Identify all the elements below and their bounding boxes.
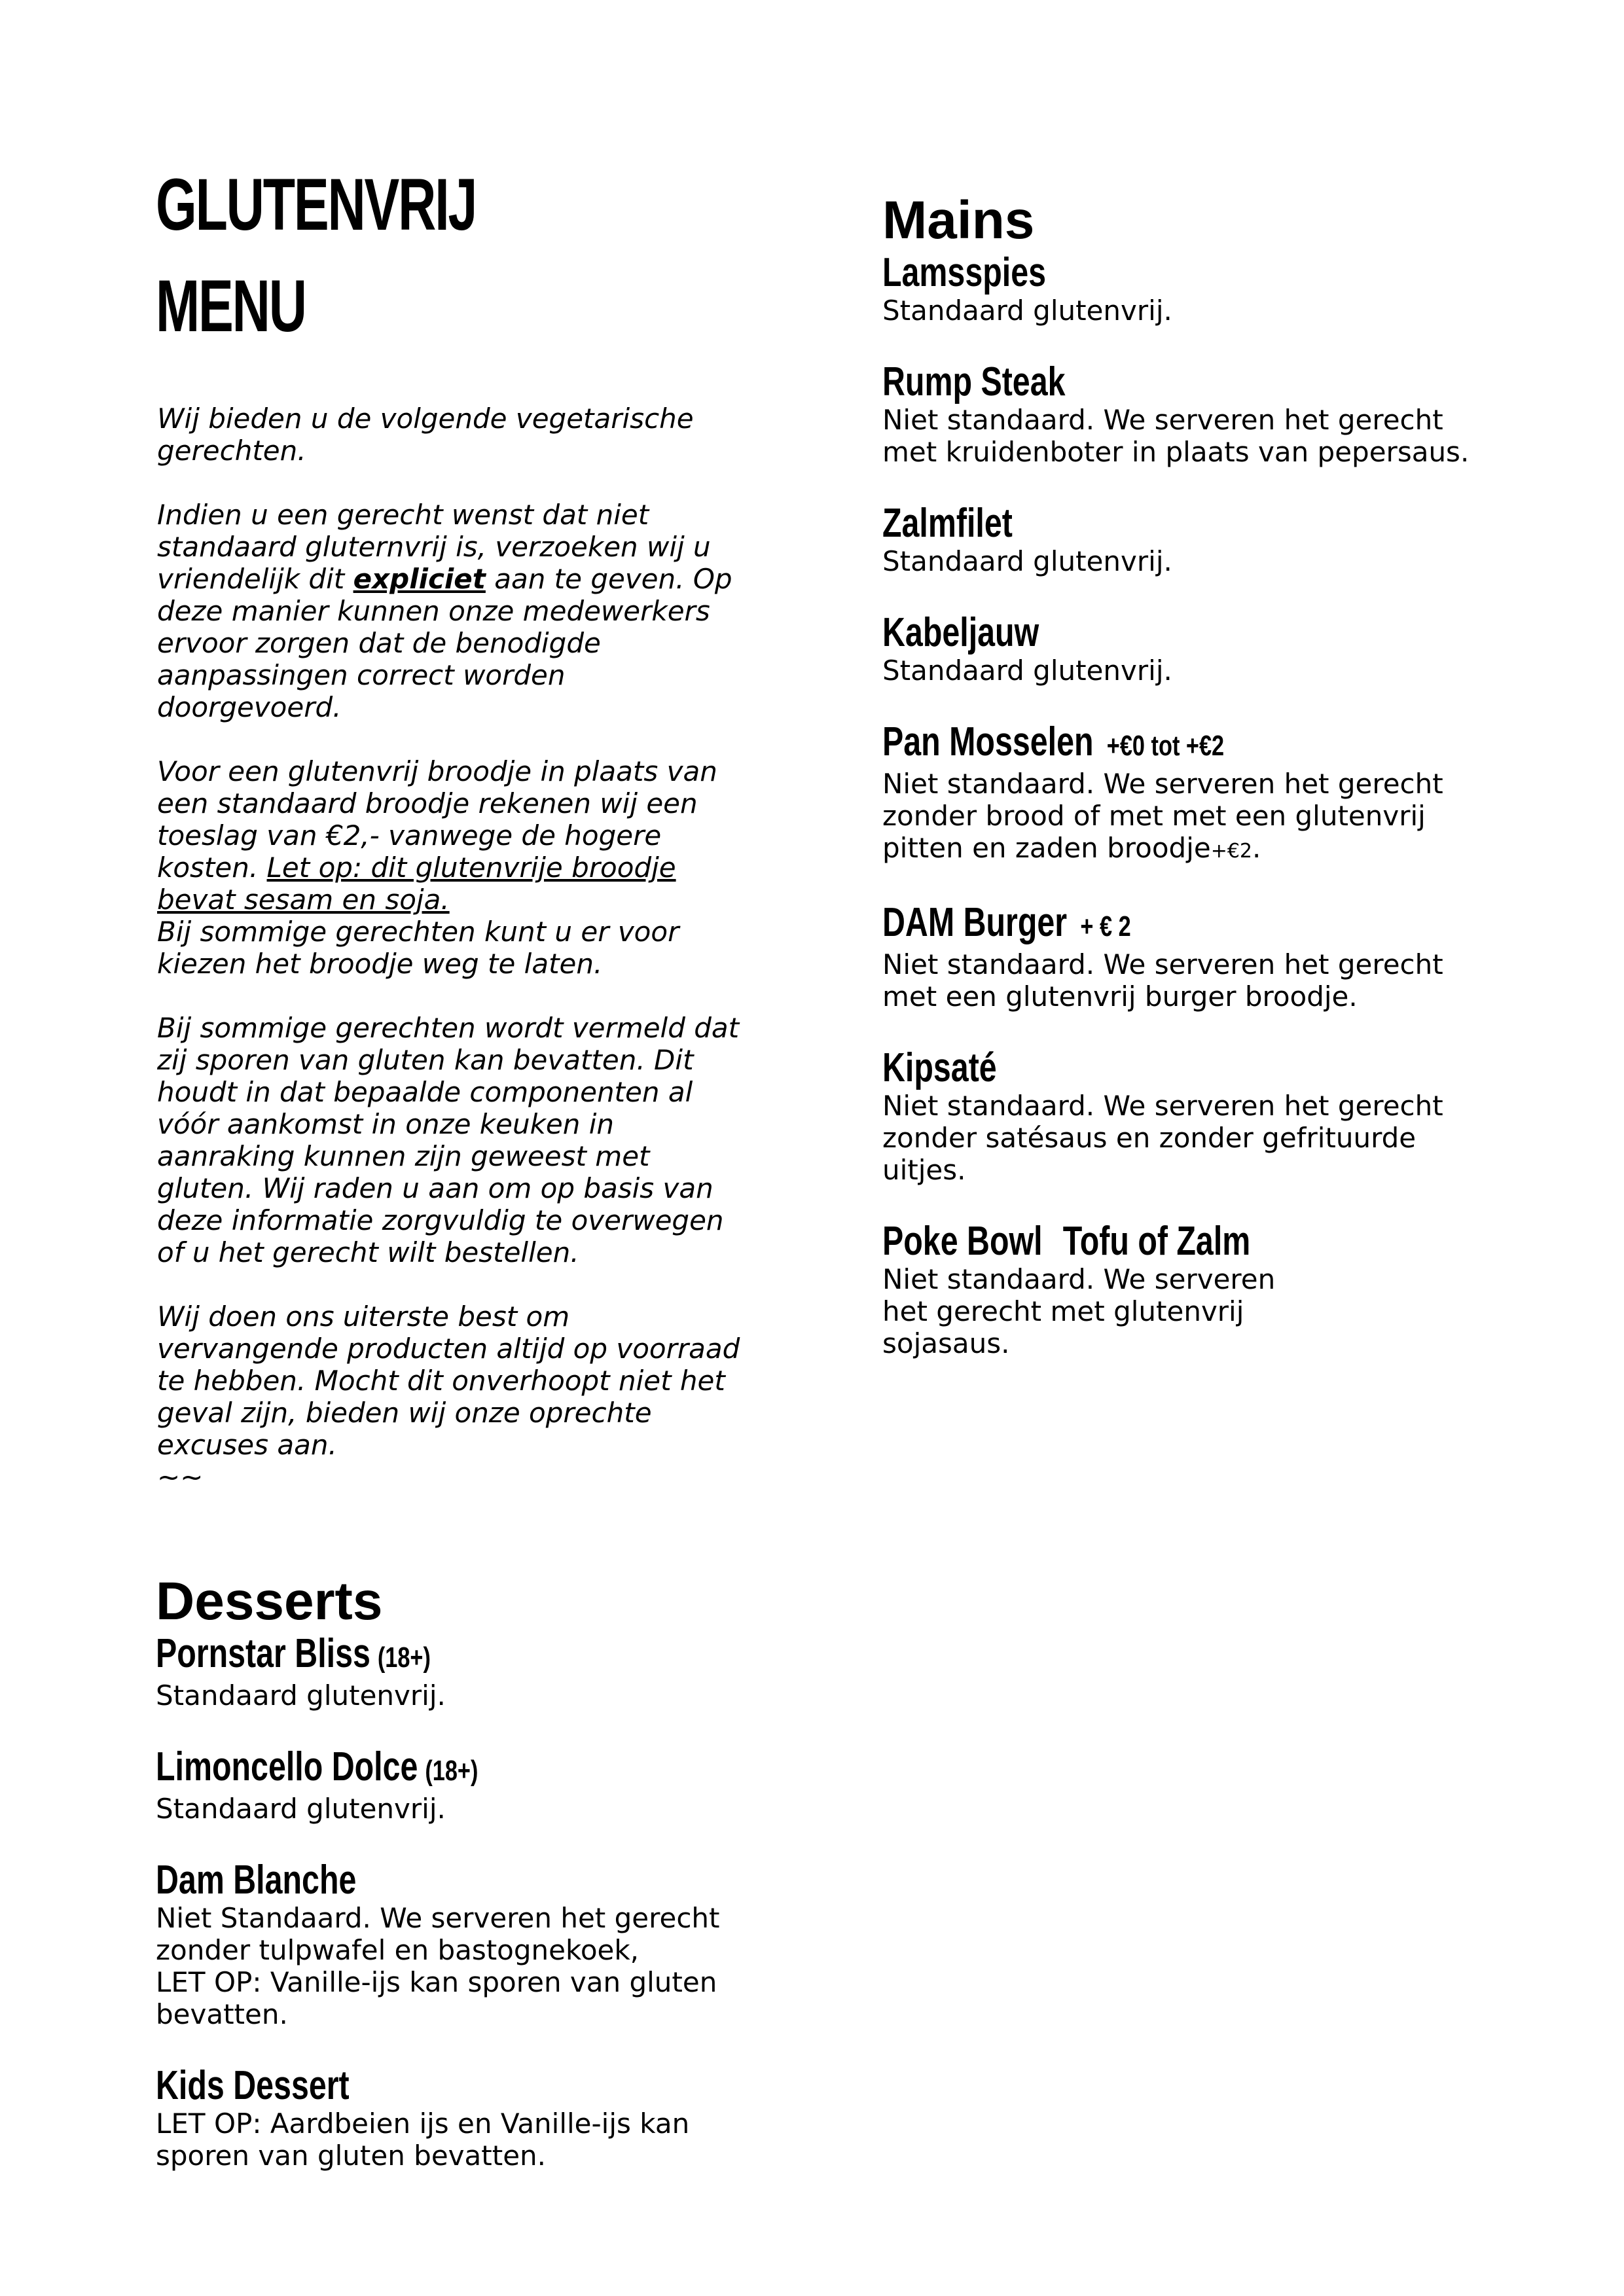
item-name: Zalmfilet bbox=[882, 501, 1013, 546]
item-description: Niet standaard. We serveren het gerecht met een glutenvrij burger broodje. bbox=[882, 948, 1443, 1013]
item-description: Standaard glutenvrij. bbox=[882, 655, 1172, 687]
item-age-label: (18+) bbox=[425, 1755, 478, 1787]
menu-item bbox=[882, 251, 1471, 327]
mains-section bbox=[882, 190, 1471, 1393]
item-name-row bbox=[156, 1632, 753, 1679]
item-option: Tofu of Zalm bbox=[1062, 1219, 1251, 1264]
menu-item bbox=[156, 2064, 745, 2172]
item-name: Pornstar Bliss bbox=[156, 1631, 370, 1676]
menu-item bbox=[156, 1746, 745, 1825]
desserts-section bbox=[156, 1571, 745, 2206]
item-name: Limoncello Dolce bbox=[156, 1744, 418, 1789]
intro-paragraph-4: Bij sommige gerechten kunt u er voor kiezen het broodje weg te laten. bbox=[157, 916, 679, 980]
item-description-end: . bbox=[1252, 832, 1261, 864]
item-name: Kids Dessert bbox=[156, 2063, 350, 2108]
item-description: Standaard glutenvrij. bbox=[156, 1793, 446, 1825]
intro-p2-emphasis: expliciet bbox=[353, 563, 486, 595]
menu-item bbox=[882, 1220, 1471, 1359]
intro-tilde: ~~ bbox=[157, 1461, 204, 1493]
mains-heading: Mains bbox=[882, 190, 1035, 250]
intro-p2-after: aan te geven. Op deze manier kunnen onze medewerkers ervoor zorgen dat de benodigde aanpassingen correct worden doorgevoerd. bbox=[157, 563, 732, 723]
menu-item bbox=[156, 1632, 745, 1712]
item-name: Dam Blanche bbox=[156, 1857, 357, 1903]
intro-p3-before: Voor een glutenvrij broodje in plaats van een standaard broodje rekenen wij een toeslag van €2,- vanwege de hogere kosten. bbox=[157, 755, 717, 884]
title-line-2: MENU bbox=[156, 265, 306, 347]
menu-item bbox=[882, 611, 1471, 687]
item-name-row bbox=[156, 1746, 753, 1793]
item-description-price: +€2 bbox=[1210, 840, 1253, 863]
item-description: Niet Standaard. We serveren het gerecht zonder tulpwafel en bastognekoek, bbox=[156, 1902, 720, 1966]
intro-paragraph-5: Bij sommige gerechten wordt vermeld dat zij sporen van gluten kan bevatten. Dit houdt in dat bepaalde componenten al vóór aankomst in onze keuken in aanraking kunnen zijn geweest met gluten. Wij raden u aan om op basis van deze informatie zorgvuldig te overwegen of u het gerecht wilt bestellen. bbox=[157, 1012, 740, 1268]
item-name: Kipsaté bbox=[882, 1045, 997, 1090]
intro-paragraph-2 bbox=[157, 499, 746, 723]
item-age-label: (18+) bbox=[377, 1641, 431, 1674]
item-description: Niet standaard. We serveren het gerecht zonder satésaus en zonder gefrituurde uitjes. bbox=[882, 1090, 1443, 1186]
page-title bbox=[156, 154, 476, 357]
item-name: Rump Steak bbox=[882, 359, 1066, 404]
menu-item bbox=[156, 1859, 745, 2030]
item-warning: LET OP: Vanille-ijs kan sporen van gluten bevatten. bbox=[156, 1966, 717, 2030]
desserts-heading: Desserts bbox=[156, 1571, 383, 1631]
intro-paragraph-1: Wij bieden u de volgende vegetarische gerechten. bbox=[157, 403, 694, 467]
item-name: Lamsspies bbox=[882, 250, 1047, 295]
item-description bbox=[882, 768, 1471, 867]
menu-item bbox=[882, 502, 1471, 577]
intro-text bbox=[157, 403, 746, 1525]
item-name: Kabeljauw bbox=[882, 610, 1039, 655]
menu-item bbox=[882, 901, 1471, 1013]
item-description: Standaard glutenvrij. bbox=[882, 545, 1172, 577]
menu-item bbox=[882, 721, 1471, 867]
item-name: Pan Mosselen bbox=[882, 719, 1094, 764]
intro-p2-before: Indien u een gerecht wenst dat niet standaard gluternvrij is, verzoeken wij u vriendelijk dit bbox=[157, 499, 711, 595]
item-name-row bbox=[882, 721, 1480, 768]
menu-item bbox=[882, 1047, 1471, 1186]
item-description: Standaard glutenvrij. bbox=[882, 295, 1172, 327]
menu-item bbox=[882, 361, 1471, 468]
intro-p3-underline: Let op: dit glutenvrije broodje bevat sesam en soja. bbox=[157, 852, 676, 916]
title-line-1: GLUTENVRIJ bbox=[156, 164, 477, 245]
intro-paragraph-3 bbox=[157, 755, 746, 916]
item-description: LET OP: Aardbeien ijs en Vanille-ijs kan sporen van gluten bevatten. bbox=[156, 2108, 690, 2172]
item-description: Niet standaard. We serveren het gerecht met kruidenboter in plaats van pepersaus. bbox=[882, 404, 1470, 468]
item-price-extra: + € 2 bbox=[1080, 910, 1131, 942]
item-price-extra: +€0 tot +€2 bbox=[1106, 730, 1225, 762]
intro-paragraph-6: Wij doen ons uiterste best om vervangende producten altijd op voorraad te hebben. Mocht dit onverhoopt niet het geval zijn, bieden wij onze oprechte excuses aan. bbox=[157, 1300, 740, 1461]
item-name-row bbox=[882, 901, 1480, 948]
item-name-row bbox=[882, 1220, 1480, 1263]
item-name: DAM Burger bbox=[882, 900, 1068, 945]
item-description: Niet standaard. We serveren het gerecht met glutenvrij sojasaus. bbox=[882, 1263, 1276, 1359]
item-description: Standaard glutenvrij. bbox=[156, 1679, 446, 1712]
item-name: Poke Bowl bbox=[882, 1219, 1043, 1264]
item-description-text: Niet standaard. We serveren het gerecht zonder brood of met met een glutenvrij pitten en zaden broodje bbox=[882, 768, 1443, 864]
